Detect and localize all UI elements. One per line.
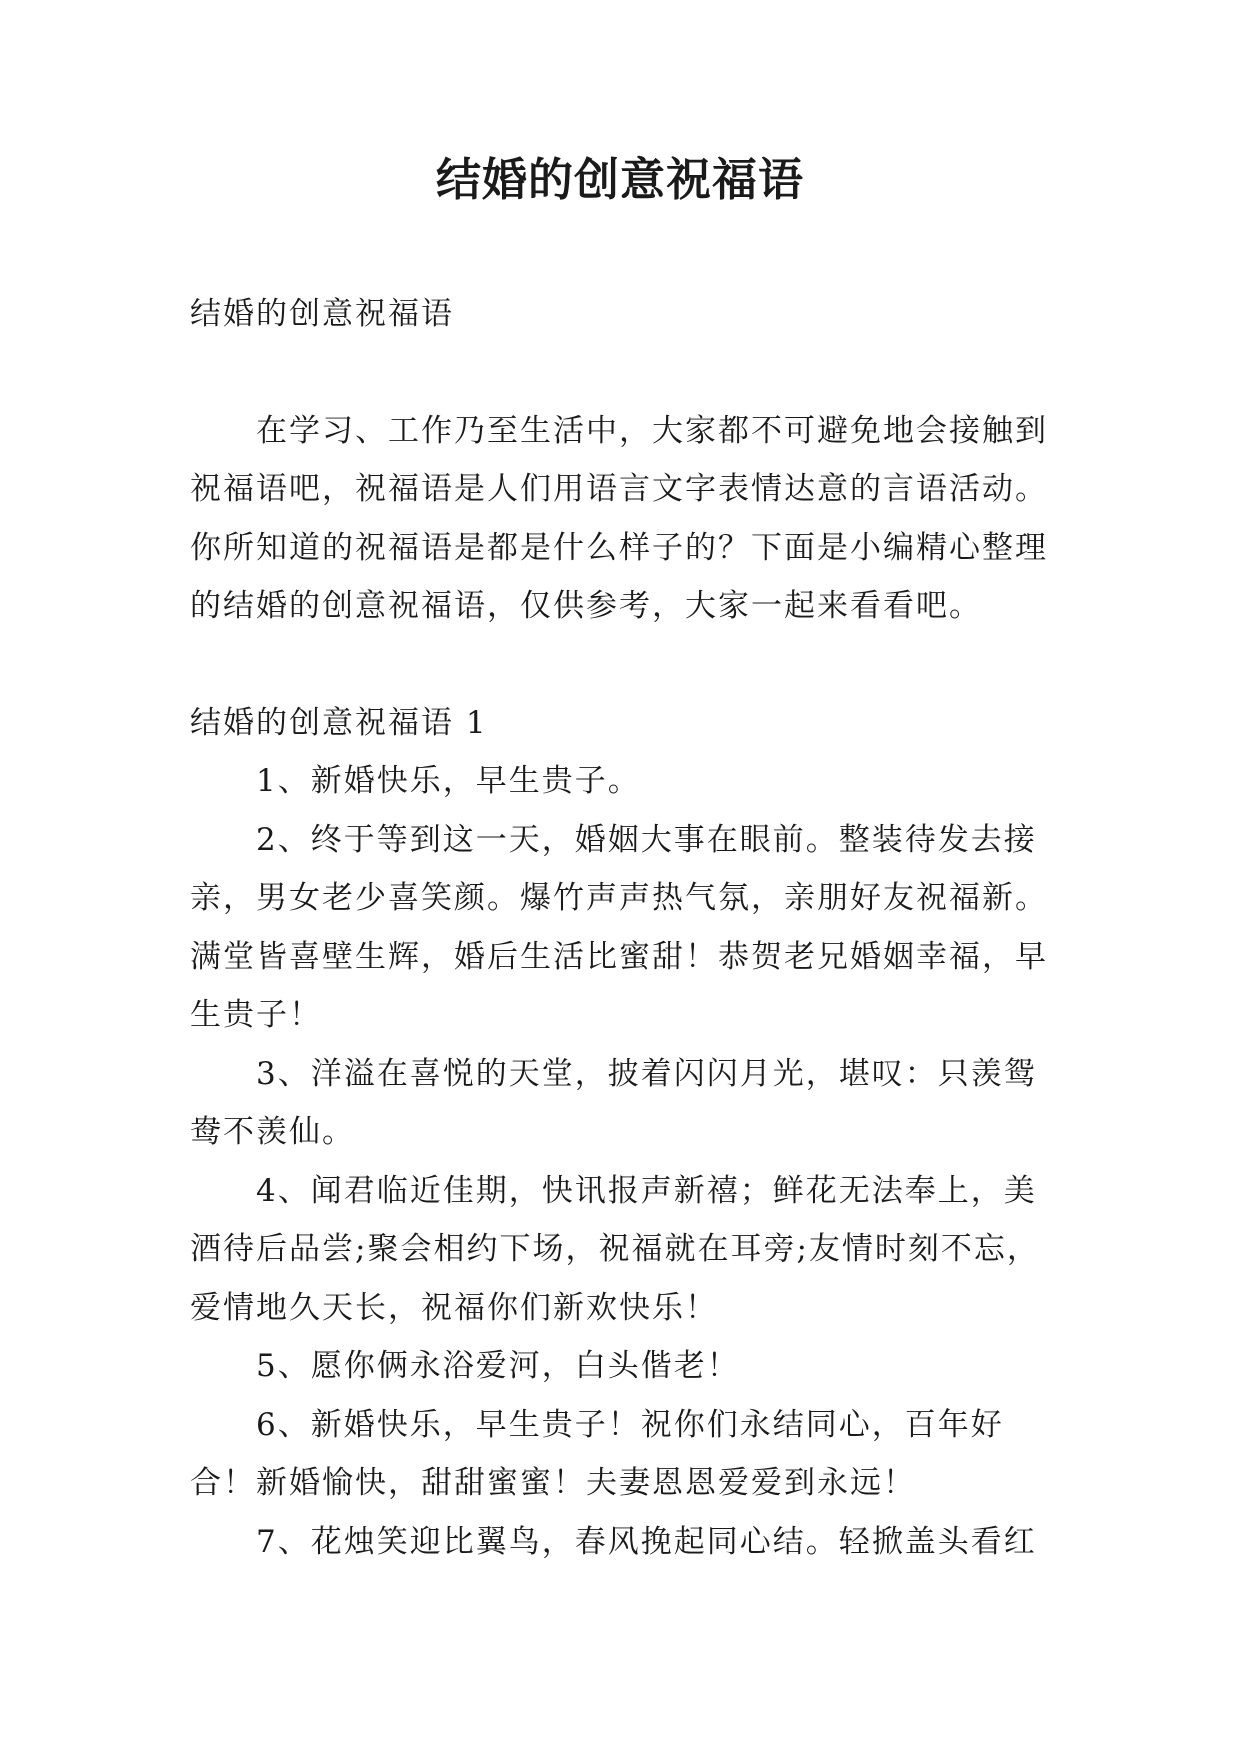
blessing-item-7: 7、花烛笑迎比翼鸟，春风挽起同心结。轻掀盖头看红 xyxy=(256,1523,1037,1560)
blessing-item-3: 3、洋溢在喜悦的天堂，披着闪闪月光，堪叹：只羡鸳鸯不羡仙。 xyxy=(190,1055,1037,1150)
document-page xyxy=(190,0,1050,1754)
blessing-item-2: 2、终于等到这一天，婚姻大事在眼前。整装待发去接亲，男女老少喜笑颜。爆竹声声热气氛，亲朋好友祝福新。满堂皆喜壁生辉，婚后生活比蜜甜！恭贺老兄婚姻幸福，早生贵子！ xyxy=(190,821,1048,1033)
blessing-item-6: 6、新婚快乐，早生贵子！祝你们永结同心，百年好合！新婚愉快，甜甜蜜蜜！夫妻恩恩爱爱到永远！ xyxy=(190,1406,1004,1501)
document-subtitle: 结婚的创意祝福语 xyxy=(190,296,454,332)
document-body xyxy=(190,285,1050,1571)
intro-paragraph: 在学习、工作乃至生活中，大家都不可避免地会接触到祝福语吧，祝福语是人们用语言文字表情达意的言语活动。你所知道的祝福语是都是什么样子的？下面是小编精心整理的结婚的创意祝福语，仅供参考，大家一起来看看吧。 xyxy=(190,412,1048,624)
document-title: 结婚的创意祝福语 xyxy=(435,153,804,206)
blessing-item-1: 1、新婚快乐，早生贵子。 xyxy=(256,763,641,799)
blessing-item-4: 4、闻君临近佳期，快讯报声新禧；鲜花无法奉上，美酒待后品尝;聚会相约下场，祝福就在耳旁;友情时刻不忘，爱情地久天长，祝福你们新欢快乐！ xyxy=(190,1172,1040,1326)
section-heading: 结婚的创意祝福语 1 xyxy=(190,704,488,741)
blessing-item-5: 5、愿你俩永浴爱河，白头偕老！ xyxy=(256,1348,740,1384)
